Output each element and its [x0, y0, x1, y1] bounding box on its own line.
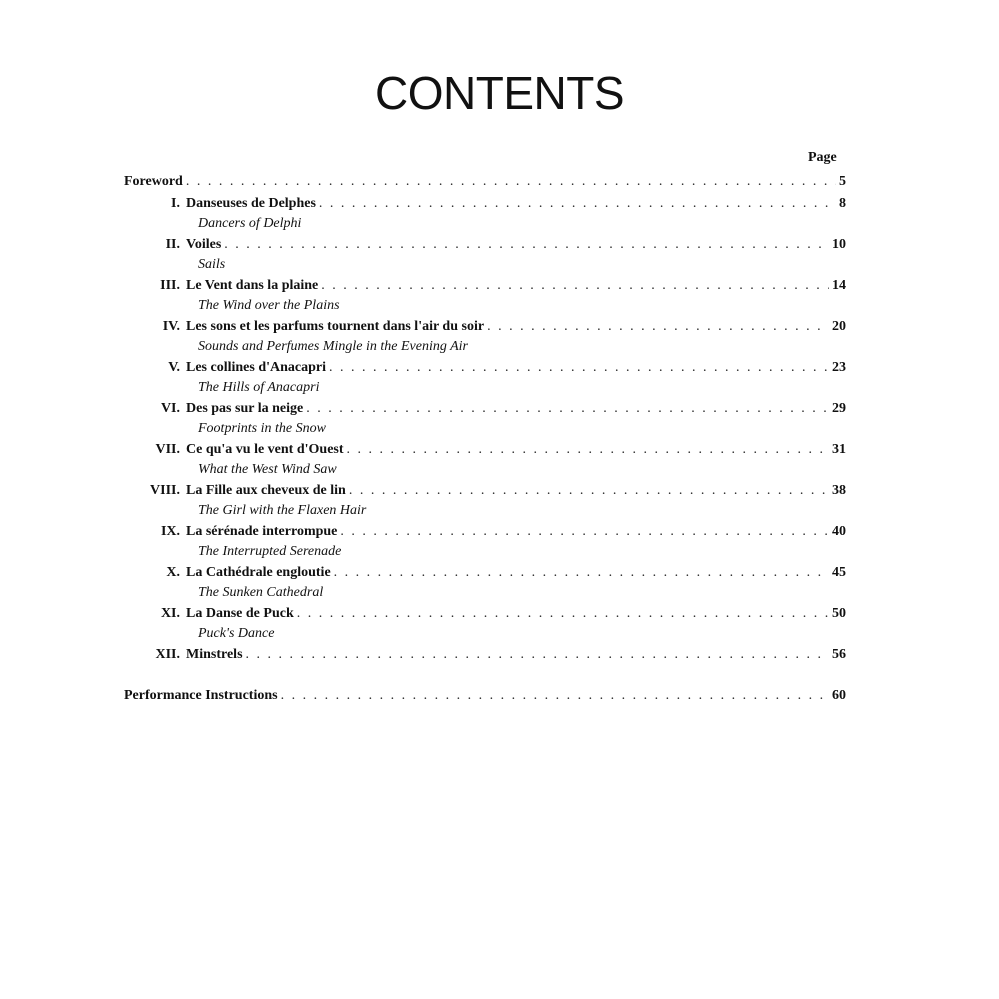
dot-leader [186, 174, 836, 190]
toc-entry[interactable] [124, 401, 846, 442]
dot-leader [321, 278, 829, 294]
toc-entry[interactable] [124, 319, 846, 360]
toc-entry-number: VIII. [150, 483, 180, 498]
toc-entry[interactable] [124, 442, 846, 483]
toc-entry-number: IV. [162, 319, 180, 334]
toc-entry-title: Les sons et les parfums tournent dans l'air du soir [186, 319, 485, 334]
toc-entry-row [124, 524, 846, 544]
dot-leader [334, 565, 829, 581]
toc-entry-row [124, 483, 846, 503]
toc-entry-row [124, 360, 846, 380]
dot-leader [297, 606, 829, 622]
toc-entry-page: 20 [832, 319, 846, 334]
toc-entry-title: Voiles [186, 237, 222, 252]
toc-entries [124, 196, 846, 667]
toc-entry-row [124, 606, 846, 626]
table-of-contents [124, 174, 846, 708]
toc-entry[interactable] [124, 237, 846, 278]
toc-entry-subtitle: Sails [198, 257, 226, 272]
toc-entry-number: V. [168, 360, 180, 375]
toc-entry-performance-instructions[interactable] [124, 688, 846, 708]
toc-entry-row [124, 565, 846, 585]
toc-entry-number: II. [165, 237, 180, 252]
toc-entry-page: 60 [832, 688, 846, 703]
toc-entry-row [124, 237, 846, 257]
page-title: CONTENTS [375, 67, 624, 119]
toc-entry-row [124, 647, 846, 667]
toc-entry-page: 31 [832, 442, 846, 457]
toc-entry-title: Performance Instructions [124, 688, 278, 703]
toc-entry-number: I. [171, 196, 180, 211]
toc-entry-number: VII. [155, 442, 180, 457]
toc-entry-subtitle: What the West Wind Saw [198, 462, 337, 477]
dot-leader [319, 196, 836, 212]
toc-entry-row [124, 278, 846, 298]
toc-entry-number: III. [160, 278, 180, 293]
toc-entry-subtitle: The Interrupted Serenade [198, 544, 342, 559]
toc-entry-page: 50 [832, 606, 846, 621]
toc-entry-page: 56 [832, 647, 846, 662]
toc-entry-page: 23 [832, 360, 846, 375]
toc-entry-subtitle: Puck's Dance [198, 626, 275, 641]
dot-leader [487, 319, 829, 335]
toc-entry-title: Les collines d'Anacapri [186, 360, 327, 375]
toc-entry[interactable] [124, 647, 846, 667]
toc-entry[interactable] [124, 196, 846, 237]
toc-entry-page: 40 [832, 524, 846, 539]
toc-entry-subtitle: Dancers of Delphi [198, 216, 302, 231]
toc-entry-page: 29 [832, 401, 846, 416]
dot-leader [347, 442, 829, 458]
toc-entry-subtitle: Sounds and Perfumes Mingle in the Evening Air [198, 339, 468, 354]
toc-entry-subtitle: The Wind over the Plains [198, 298, 340, 313]
dot-leader [281, 688, 829, 704]
dot-leader [349, 483, 829, 499]
toc-entry[interactable] [124, 360, 846, 401]
toc-entry-title: Le Vent dans la plaine [186, 278, 319, 293]
toc-entry-title: Ce qu'a vu le vent d'Ouest [186, 442, 344, 457]
toc-entry-foreword[interactable] [124, 174, 846, 194]
toc-entry-page: 14 [832, 278, 846, 293]
toc-entry-page: 10 [832, 237, 846, 252]
toc-entry[interactable] [124, 524, 846, 565]
toc-entry-title: La sérénade interrompue [186, 524, 338, 539]
toc-entry-title: Foreword [124, 174, 183, 189]
dot-leader [246, 647, 829, 663]
toc-entry-subtitle: The Hills of Anacapri [198, 380, 320, 395]
toc-entry-title: La Cathédrale engloutie [186, 565, 331, 580]
toc-entry-subtitle: The Girl with the Flaxen Hair [198, 503, 367, 518]
toc-entry-number: XII. [155, 647, 180, 662]
toc-entry-title: Danseuses de Delphes [186, 196, 316, 211]
toc-entry-subtitle: Footprints in the Snow [198, 421, 326, 436]
toc-entry[interactable] [124, 606, 846, 647]
toc-entry-title: Des pas sur la neige [186, 401, 304, 416]
toc-entry-title: La Danse de Puck [186, 606, 294, 621]
toc-entry-title: Minstrels [186, 647, 243, 662]
toc-entry-page: 38 [832, 483, 846, 498]
toc-entry-number: X. [166, 565, 180, 580]
toc-entry-page: 45 [832, 565, 846, 580]
toc-entry-title: La Fille aux cheveux de lin [186, 483, 346, 498]
toc-entry-number: VI. [160, 401, 180, 416]
toc-entry[interactable] [124, 278, 846, 319]
toc-entry-subtitle: The Sunken Cathedral [198, 585, 324, 600]
toc-entry-row [124, 442, 846, 462]
toc-entry[interactable] [124, 483, 846, 524]
dot-leader [340, 524, 829, 540]
toc-entry-row [124, 196, 846, 216]
toc-entry-number: IX. [160, 524, 180, 539]
toc-entry-page: 5 [839, 174, 846, 189]
toc-entry-row [124, 401, 846, 421]
toc-entry-page: 8 [839, 196, 846, 211]
dot-leader [224, 237, 829, 253]
toc-entry-row [124, 319, 846, 339]
toc-entry-number: XI. [160, 606, 180, 621]
dot-leader [306, 401, 829, 417]
dot-leader [329, 360, 829, 376]
toc-entry[interactable] [124, 565, 846, 606]
page-column-label: Page [808, 150, 837, 165]
